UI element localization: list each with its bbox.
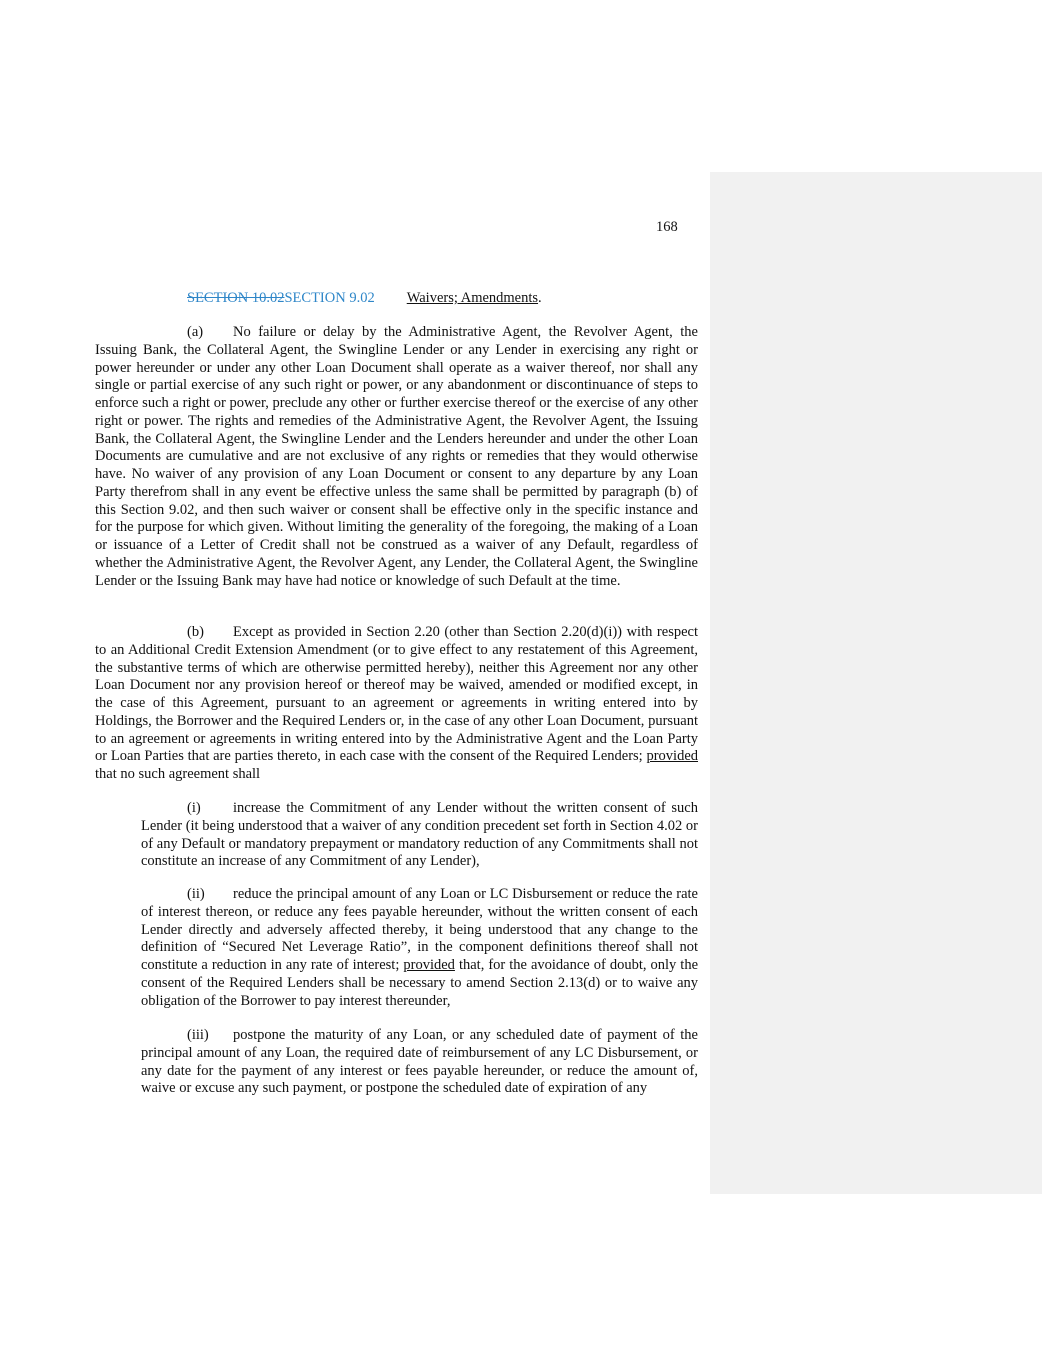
item-ii-provided: provided bbox=[403, 957, 455, 973]
item-ii bbox=[141, 886, 698, 1010]
paragraph-a bbox=[95, 324, 698, 590]
item-iii bbox=[141, 1027, 698, 1098]
section-heading bbox=[187, 289, 542, 307]
item-i bbox=[141, 800, 698, 871]
item-iii-label: (iii) bbox=[187, 1027, 209, 1043]
inserted-section-number: SECTION 9.02 bbox=[284, 290, 375, 306]
paragraph-a-text: No failure or delay by the Administrative Agent, the Revolver Agent, the Issuing Bank, the Collateral Agent, the Swingline Lender or any Lender in exercising any right or power hereunder or under any other Loan Document shall operate as a waiver thereof, nor shall any single or partial exercise of any such right or power, or any abandonment or discontinuance of steps to enforce such a right or power, preclude any other or further exercise thereof or the exercise of any other right or power. The rights and remedies of the Administrative Agent, the Revolver Agent, the Issuing Bank, the Collateral Agent, the Swingline Lender and the Lenders hereunder and under the other Loan Documents are cumulative and are not exclusive of any rights or remedies that they would otherwise have. No waiver of any provision of any Loan Document or consent to any departure by any Loan Party therefrom shall in any event be effective unless the same shall be permitted by paragraph (b) of this Section 9.02, and then such waiver or consent shall be effective only in the specific instance and for the purpose for which given. Without limiting the generality of the foregoing, the making of a Loan or issuance of a Letter of Credit shall not be construed as a waiver of any Default, regardless of whether the Administrative Agent, the Revolver Agent, any Lender, the Collateral Agent, the Swingline Lender or the Issuing Bank may have had notice or knowledge of such Default at the time. bbox=[95, 324, 698, 589]
paragraph-b-text-end: that no such agreement shall bbox=[95, 766, 261, 782]
item-i-label: (i) bbox=[187, 800, 201, 816]
heading-period: . bbox=[538, 290, 542, 306]
deleted-section-number: SECTION 10.02 bbox=[187, 290, 285, 306]
paragraph-b-text: Except as provided in Section 2.20 (other than Section 2.20(d)(i)) with respect to an Additional Credit Extension Amendment (or to give effect to any restatement of this Agreement, the substantive terms of which are otherwise permitted hereby), neither this Agreement nor any other Loan Document nor any provision hereof or thereof may be waived, amended or modified except, in the case of this Agreement, pursuant to an agreement or agreements in writing entered into by Holdings, the Borrower and the Required Lenders or, in the case of any other Loan Document, pursuant to an agreement or agreements in writing entered into by the Administrative Agent and the Loan Party or Loan Parties that are parties thereto, in each case with the consent of the Required Lenders; bbox=[95, 624, 698, 765]
item-ii-text-end: that, for the avoidance of doubt, only the consent of the Required Lenders shall be necessary to amend Section 2.13(d) or to waive any obligation of the Borrower to pay interest thereunder, bbox=[141, 957, 699, 1009]
item-ii-text: reduce the principal amount of any Loan or LC Disbursement or reduce the rate of interest thereon, or reduce any fees payable hereunder, without the written consent of each Lender directly and adversely affected thereby, it being understood that any change to the definition of “Secured Net Leverage Ratio”, in the component definitions thereof shall not constitute a reduction in any rate of interest; bbox=[141, 886, 698, 973]
page-number: 168 bbox=[656, 219, 678, 235]
item-ii-label: (ii) bbox=[187, 886, 205, 902]
item-iii-text: postpone the maturity of any Loan, or any scheduled date of payment of the principal amount of any Loan, the required date of reimbursement of any LC Disbursement, or any date for the payment of any interest or fees payable hereunder, or reduce the amount of, waive or excuse any such payment, or postpone the scheduled date of expiration of any bbox=[141, 1027, 698, 1097]
paragraph-b-label: (b) bbox=[187, 624, 204, 640]
paragraph-b-provided: provided bbox=[646, 748, 699, 765]
paragraph-a-label: (a) bbox=[187, 324, 204, 340]
section-title: Waivers; Amendments bbox=[406, 290, 539, 306]
comment-pane bbox=[710, 172, 1042, 1194]
item-i-text: increase the Commitment of any Lender without the written consent of such Lender (it being understood that a waiver of any condition precedent set forth in Section 4.02 or of any Default or mandatory prepayment or mandatory reduction of any Commitments shall not constitute an increase of any Commitment of any Lender), bbox=[141, 800, 698, 870]
paragraph-b bbox=[95, 624, 698, 784]
